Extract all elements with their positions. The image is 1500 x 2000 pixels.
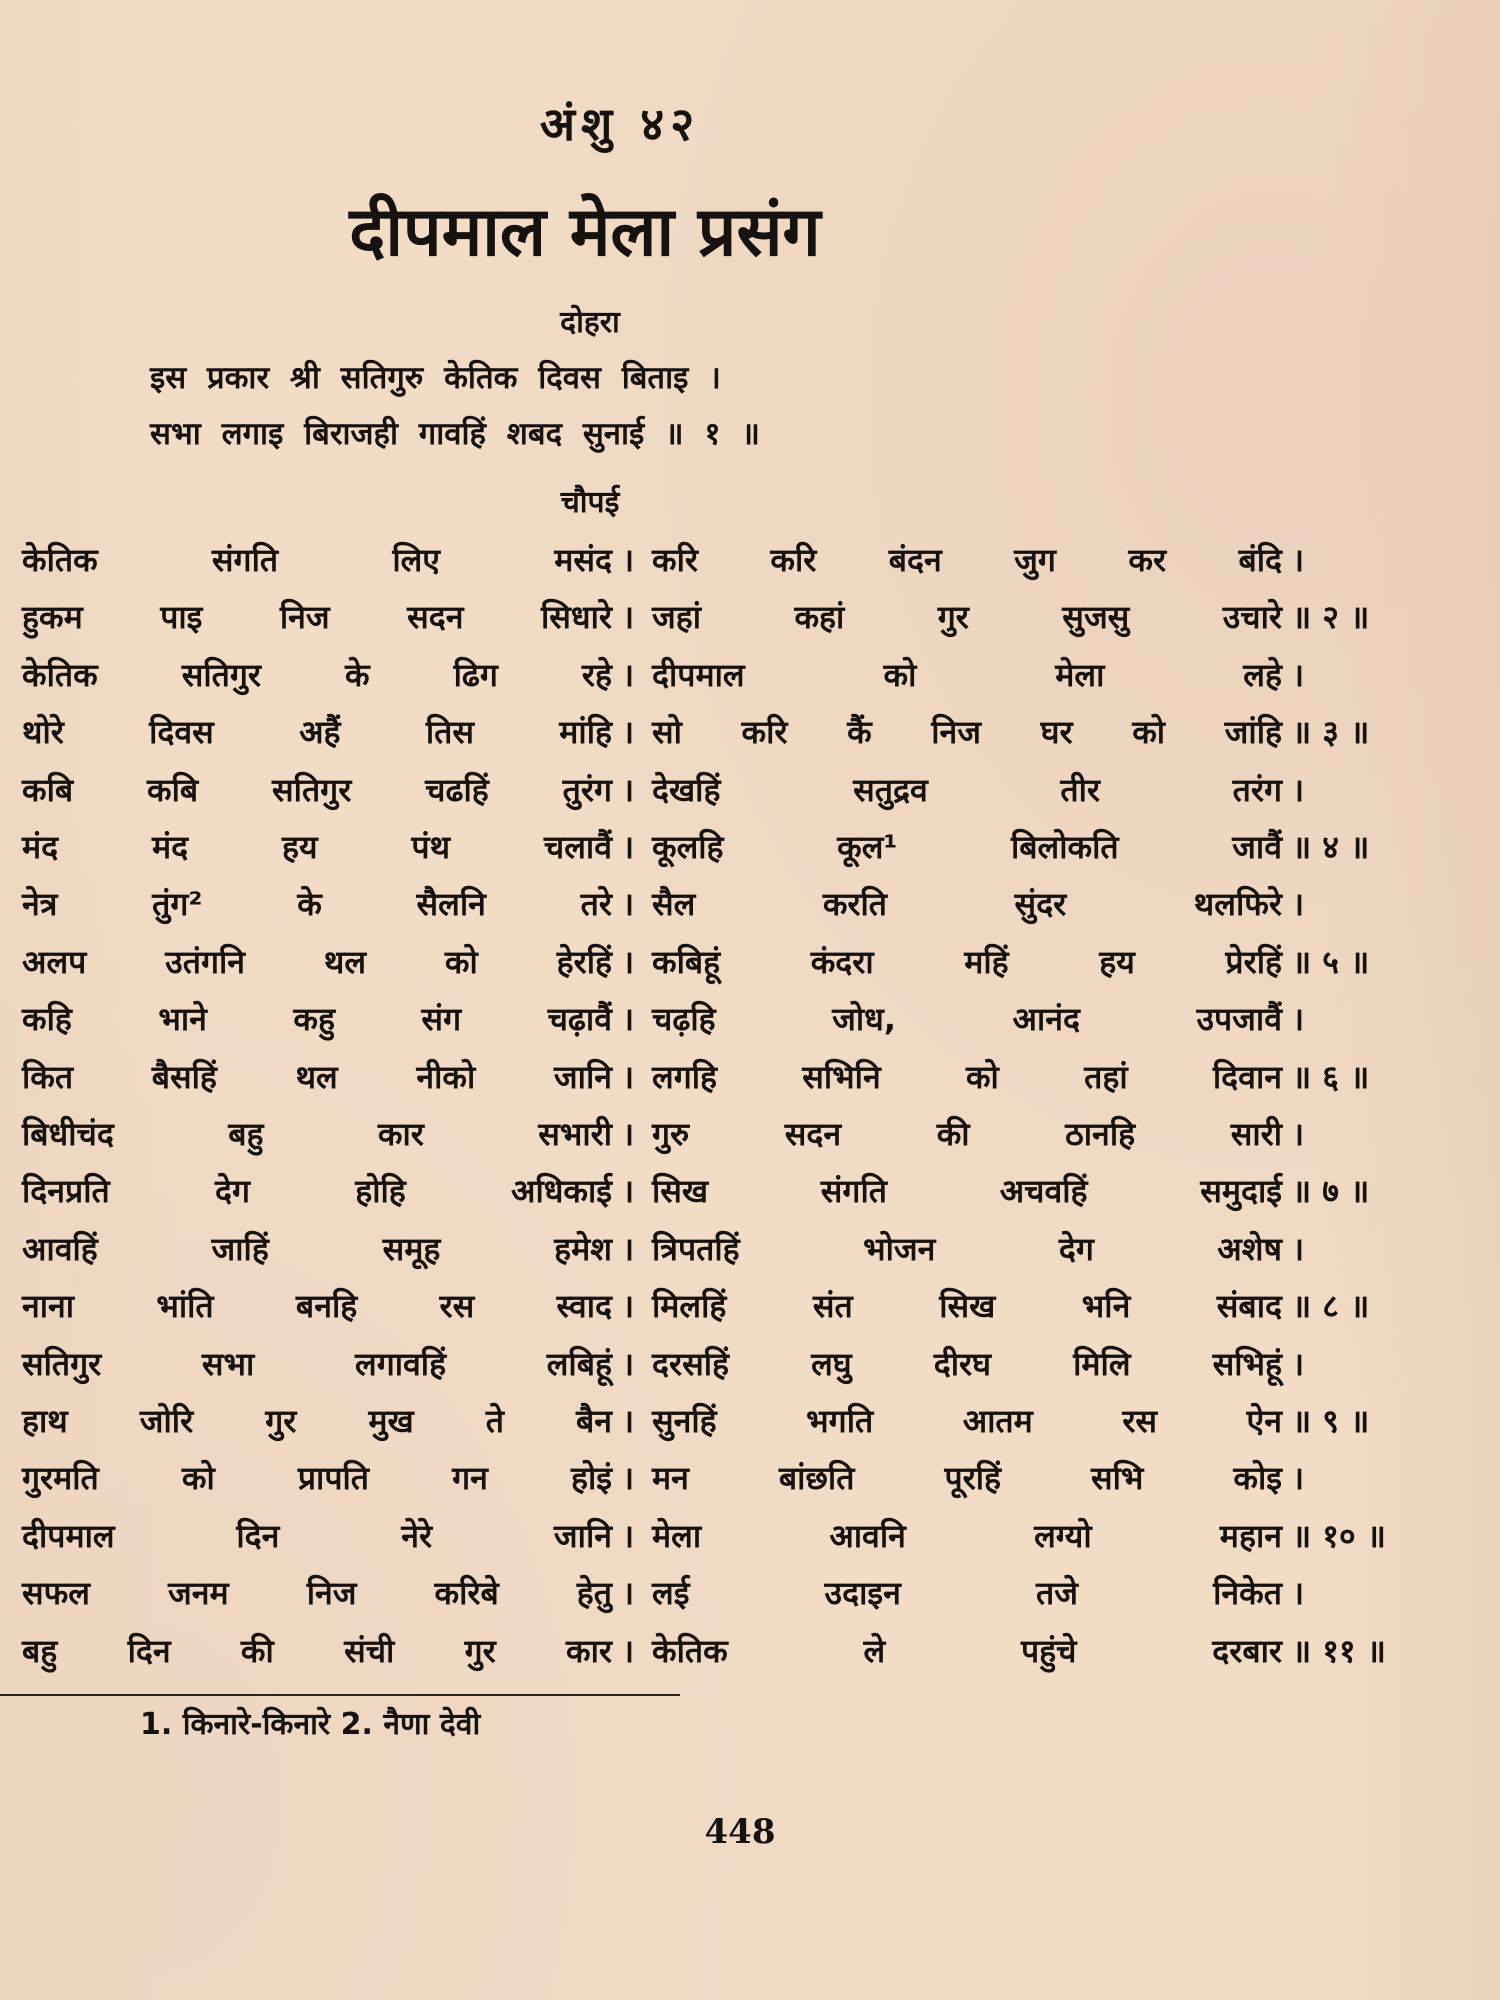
danda-mark: । (622, 771, 635, 809)
footnote-divider (0, 1694, 680, 1696)
verse-line (22, 1169, 1442, 1221)
verse-first-half: हुकम पाइ निज सदन सिधारे (22, 598, 612, 636)
verse-second-half: कूलहि कूल¹ बिलोकति जावैं (652, 828, 1282, 866)
verse-first-half: मंद मंद हय पंथ चलावैं (22, 828, 612, 866)
verse-second-half: सो करि कैं निज घर को जांहि (652, 713, 1282, 751)
verse-second-half: सुनहिं भगति आतम रस ऐन (652, 1402, 1282, 1440)
danda-mark: । (622, 1115, 635, 1153)
verse-first-half: नाना भांति बनहि रस स्वाद (22, 1287, 612, 1325)
doha-line-2: सभा लगाइ बिराजही गावहिं शबद सुनाई ॥ १ ॥ (150, 416, 760, 452)
danda-mark: । (1292, 1345, 1305, 1383)
verse-number: ॥ १० ॥ (1292, 1517, 1386, 1555)
page-number: 448 (704, 1812, 776, 1852)
verse-line (22, 653, 1442, 705)
verse-second-half: केतिक ले पहुंचे दरबार (652, 1632, 1282, 1670)
verse-line (22, 997, 1442, 1049)
verse-first-half: केतिक सतिगुर के ढिग रहे (22, 656, 612, 694)
verse-number: ॥ २ ॥ (1292, 598, 1370, 636)
chaupai-heading: चौपई (560, 485, 620, 520)
danda-mark: । (622, 656, 635, 694)
danda-mark: । (1292, 885, 1305, 923)
verse-line (22, 1342, 1442, 1394)
verse-number: ॥ ८ ॥ (1292, 1287, 1370, 1325)
verse-second-half: कबिहूं कंदरा महिं हय प्रेरहिं (652, 943, 1282, 981)
verse-second-half: गुरु सदन की ठानहि सारी (652, 1115, 1282, 1153)
verse-line (22, 940, 1442, 992)
danda-mark: । (622, 713, 635, 751)
danda-mark: । (622, 828, 635, 866)
verse-number: ॥ ६ ॥ (1292, 1058, 1370, 1096)
verse-first-half: बहु दिन की संची गुर कार (22, 1632, 612, 1670)
verse-number: ॥ ९ ॥ (1292, 1402, 1370, 1440)
danda-mark: । (622, 1000, 635, 1038)
verse-line (22, 1514, 1442, 1566)
verse-number: ॥ ३ ॥ (1292, 713, 1370, 751)
verse-second-half: चढ़हि जोध, आनंद उपजावैं (652, 1000, 1282, 1038)
verse-second-half: त्रिपतहिं भोजन देग अशेष (652, 1230, 1282, 1268)
verse-second-half: दरसहिं लघु दीरघ मिलि सभिहूं (652, 1345, 1282, 1383)
verse-number: ॥ ५ ॥ (1292, 943, 1370, 981)
verse-line (22, 1284, 1442, 1336)
verse-second-half: लगहि सभिनि को तहां दिवान (652, 1058, 1282, 1096)
danda-mark: । (622, 598, 635, 636)
verse-line (22, 768, 1442, 820)
danda-mark: । (1292, 1230, 1305, 1268)
danda-mark: । (622, 1287, 635, 1325)
verse-first-half: दीपमाल दिन नेरे जानि (22, 1517, 612, 1555)
verse-number: ॥ ४ ॥ (1292, 828, 1370, 866)
verse-line (22, 1456, 1442, 1508)
verse-number: ॥ ७ ॥ (1292, 1172, 1370, 1210)
danda-mark: । (1292, 771, 1305, 809)
verse-line (22, 1055, 1442, 1107)
danda-mark: । (622, 1632, 635, 1670)
verse-line (22, 1571, 1442, 1623)
verse-number: ॥ ११ ॥ (1292, 1632, 1386, 1670)
doha-heading: दोहरा (560, 305, 620, 340)
chapter-number: अंशु ४२ (539, 97, 701, 151)
verse-line (22, 710, 1442, 762)
verse-first-half: केतिक संगति लिए मसंद (22, 541, 612, 579)
verse-line (22, 825, 1442, 877)
verse-line (22, 538, 1442, 590)
verse-first-half: कबि कबि सतिगुर चढहिं तुरंग (22, 771, 612, 809)
verse-first-half: कहि भाने कहु संग चढ़ावैं (22, 1000, 612, 1038)
footnote: 1. किनारे-किनारे 2. नैणा देवी (140, 1707, 481, 1742)
verse-second-half: मेला आवनि लग्यो महान (652, 1517, 1282, 1555)
danda-mark: । (1292, 656, 1305, 694)
verse-line (22, 882, 1442, 934)
verse-line (22, 1112, 1442, 1164)
verse-first-half: दिनप्रति देग होहि अधिकाई (22, 1172, 612, 1210)
danda-mark: । (622, 1172, 635, 1210)
verse-second-half: जहां कहां गुर सुजसु उचारे (652, 598, 1282, 636)
verse-line (22, 595, 1442, 647)
danda-mark: । (622, 1230, 635, 1268)
doha-line-1: इस प्रकार श्री सतिगुरु केतिक दिवस बिताइ । (150, 360, 721, 396)
verse-line (22, 1629, 1442, 1681)
verse-first-half: सफल जनम निज करिबे हेतु (22, 1574, 612, 1612)
danda-mark: । (622, 1402, 635, 1440)
verse-first-half: हाथ जोरि गुर मुख ते बैन (22, 1402, 612, 1440)
verse-first-half: आवहिं जाहिं समूह हमेश (22, 1230, 612, 1268)
verse-first-half: अलप उतंगनि थल को हेरहिं (22, 943, 612, 981)
danda-mark: । (622, 1459, 635, 1497)
danda-mark: । (622, 943, 635, 981)
danda-mark: । (1292, 1115, 1305, 1153)
danda-mark: । (622, 1574, 635, 1612)
danda-mark: । (622, 1345, 635, 1383)
danda-mark: । (1292, 1574, 1305, 1612)
verse-first-half: कित बैसहिं थल नीको जानि (22, 1058, 612, 1096)
verse-second-half: मिलहिं संत सिख भनि संबाद (652, 1287, 1282, 1325)
verse-second-half: देखहिं सतुद्रव तीर तरंग (652, 771, 1282, 809)
verse-second-half: सैल करति सुंदर थलफिरे (652, 885, 1282, 923)
verse-second-half: मन बांछति पूरहिं सभि कोइ (652, 1459, 1282, 1497)
verse-second-half: सिख संगति अचवहिं समुदाई (652, 1172, 1282, 1210)
danda-mark: । (1292, 1459, 1305, 1497)
danda-mark: । (622, 885, 635, 923)
verse-second-half: लई उदाइन तजे निकेत (652, 1574, 1282, 1612)
verse-first-half: थोरे दिवस अहैं तिस मांहि (22, 713, 612, 751)
danda-mark: । (622, 1517, 635, 1555)
verse-first-half: गुरमति को प्रापति गन होइं (22, 1459, 612, 1497)
verse-first-half: नेत्र तुंग² के सैलनि तरे (22, 885, 612, 923)
chapter-title: दीपमाल मेला प्रसंग (349, 193, 821, 272)
danda-mark: । (622, 541, 635, 579)
danda-mark: । (1292, 1000, 1305, 1038)
danda-mark: । (622, 1058, 635, 1096)
verse-line (22, 1399, 1442, 1451)
verse-first-half: बिधीचंद बहु कार सभारी (22, 1115, 612, 1153)
danda-mark: । (1292, 541, 1305, 579)
verse-first-half: सतिगुर सभा लगावहिं लबिहूं (22, 1345, 612, 1383)
verse-line (22, 1227, 1442, 1279)
verse-second-half: करि करि बंदन जुग कर बंदि (652, 541, 1282, 579)
verse-second-half: दीपमाल को मेला लहे (652, 656, 1282, 694)
